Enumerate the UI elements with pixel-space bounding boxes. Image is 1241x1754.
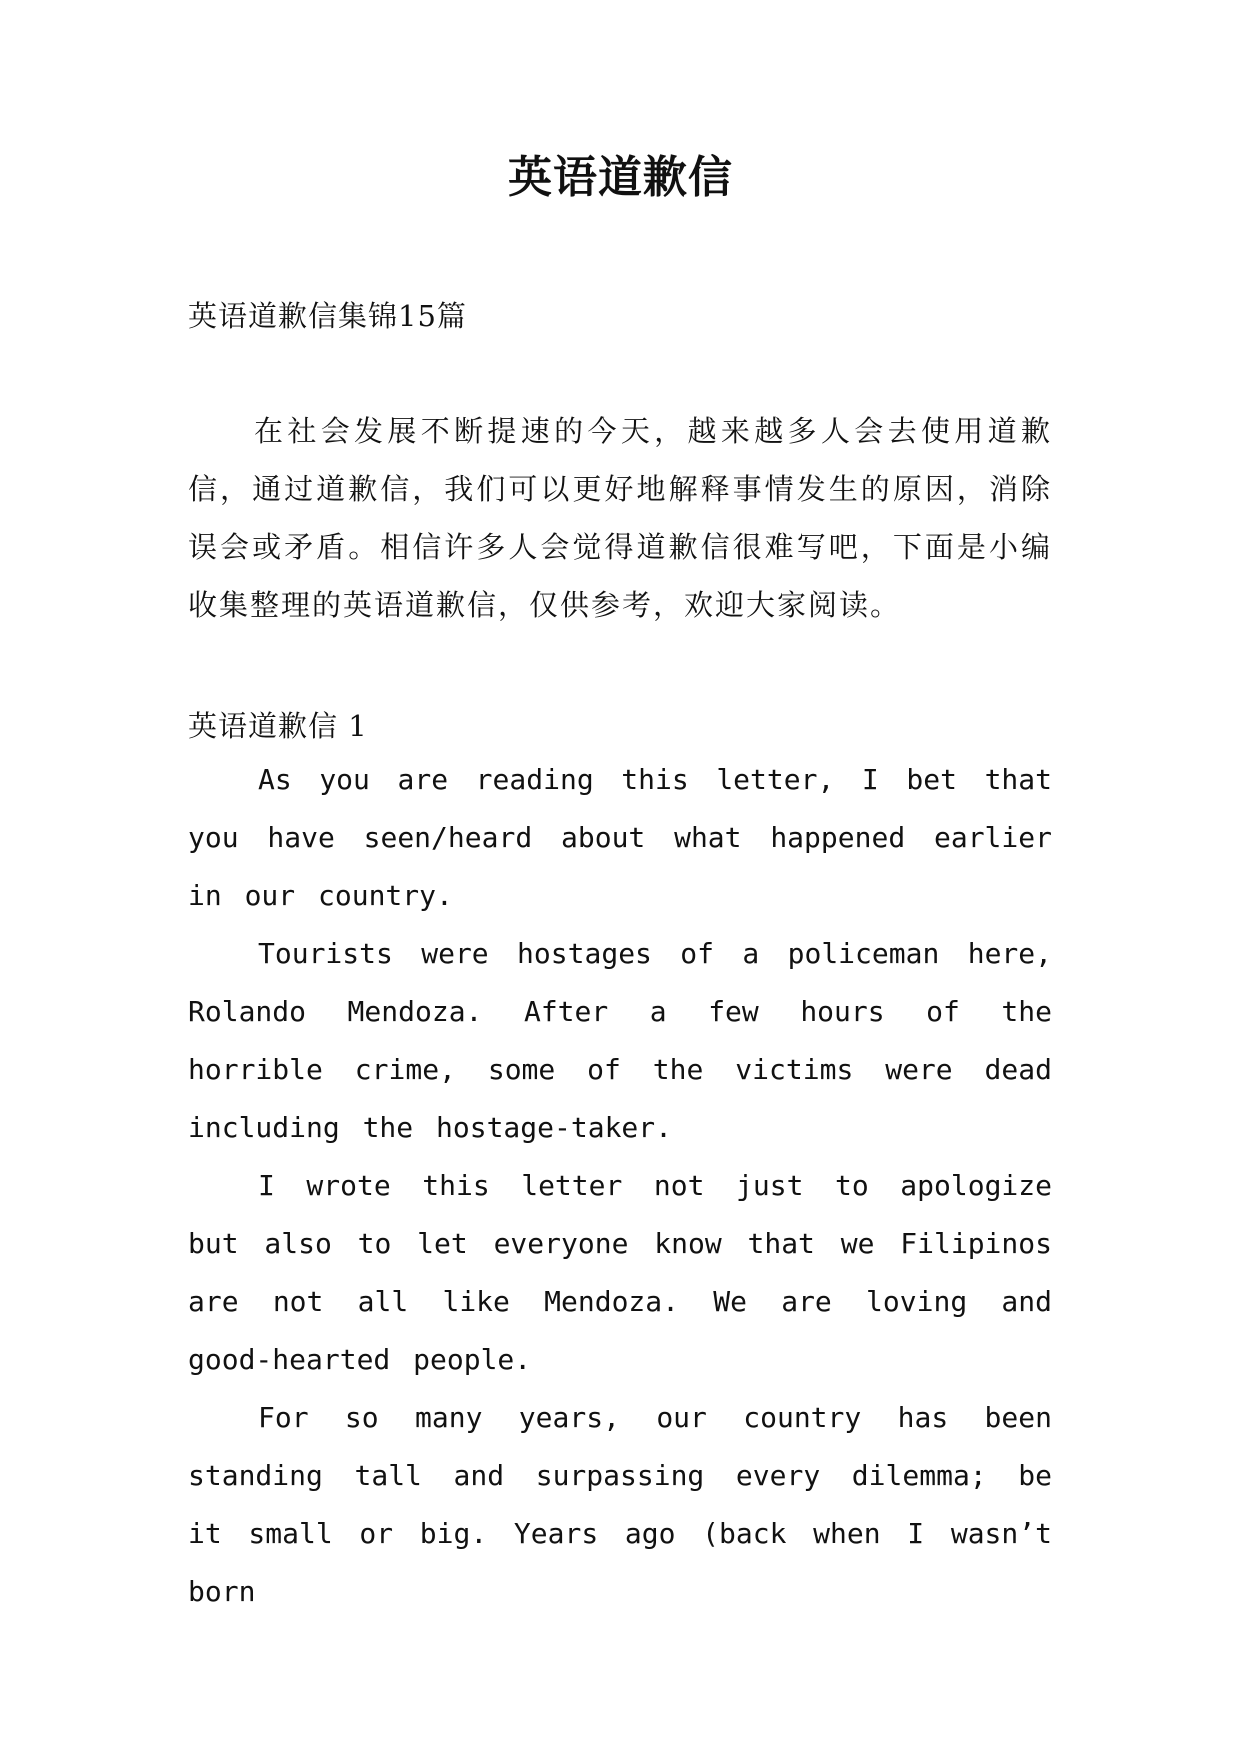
intro-paragraph: 在社会发展不断提速的今天，越来越多人会去使用道歉信，通过道歉信，我们可以更好地解释事情发生的原因，消除误会或矛盾。相信许多人会觉得道歉信很难写吧，下面是小编收集整理的英语道歉信，仅供参考，欢迎大家阅读。 <box>188 414 1052 622</box>
letter-paragraph: Tourists were hostages of a policeman here, Rolando Mendoza. After a few hours of the horrible crime, some of the victims were dead including the hostage-taker. <box>188 937 1052 1144</box>
letter-body <box>188 751 1052 1608</box>
letter-heading: 英语道歉信 1 <box>188 709 368 743</box>
letter-paragraph: For so many years, our country has been standing tall and surpassing every dilemma; be it small or big. Years ago (back when I wasn’t born <box>188 1401 1052 1608</box>
document-title: 英语道歉信 <box>508 152 733 203</box>
intro-section <box>188 402 1052 634</box>
letter-paragraph: As you are reading this letter, I bet that you have seen/heard about what happened earlier in our country. <box>188 763 1052 912</box>
letter-paragraph: I wrote this letter not just to apologize but also to let everyone know that we Filipinos are not all like Mendoza. We are loving and good-hearted people. <box>188 1169 1052 1376</box>
document-subtitle: 英语道歉信集锦15篇 <box>188 299 467 333</box>
